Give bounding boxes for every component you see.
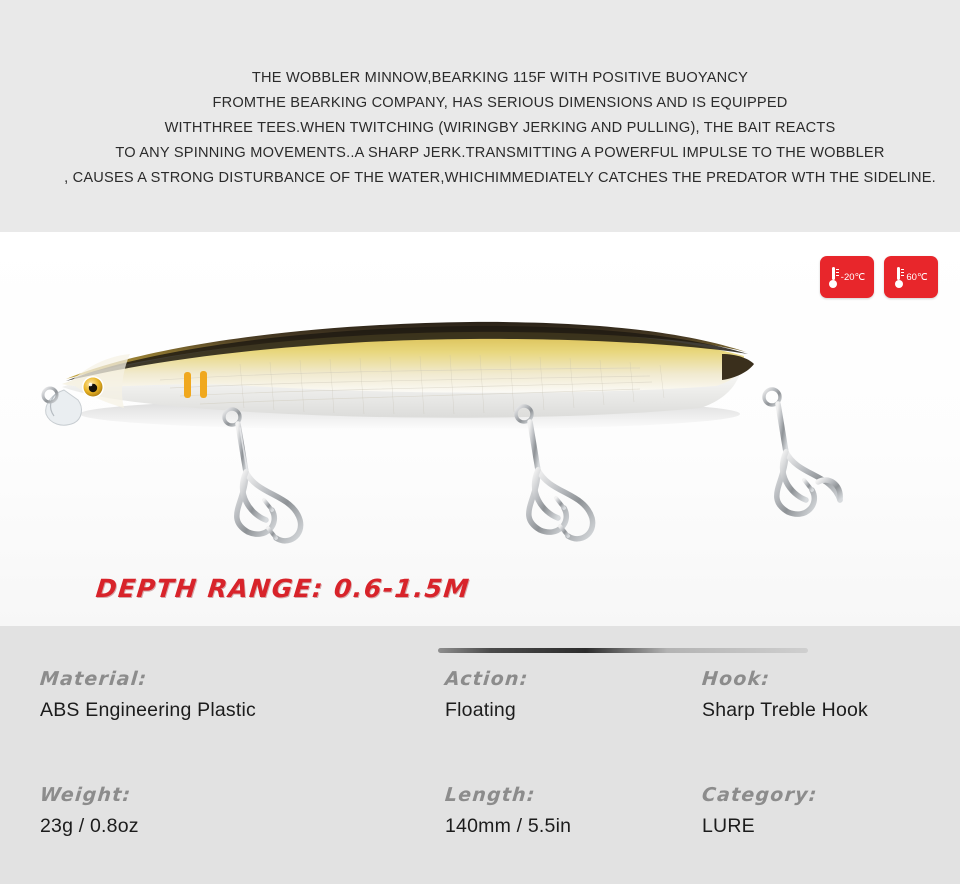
spec-length-label: Length: — [444, 784, 537, 806]
spec-hook-label: Hook: — [701, 668, 772, 690]
spec-weight-label: Weight: — [39, 784, 133, 806]
spec-length-value: 140mm / 5.5in — [445, 815, 572, 837]
spec-material-value: ABS Engineering Plastic — [40, 699, 256, 721]
spec-action-label: Action: — [444, 668, 530, 690]
spec-category — [702, 784, 818, 838]
description-line-1: THE WOBBLER MINNOW,BEARKING 115F WITH POSITIVE BUOYANCY — [251, 70, 749, 86]
description-line-4: TO ANY SPINNING MOVEMENTS..A SHARP JERK.TRANSMITTING A POWERFUL IMPULSE TO THE WOBBLER — [115, 145, 885, 161]
spec-weight-value: 23g / 0.8oz — [40, 815, 139, 837]
depth-range-label: DEPTH RANGE: 0.6-1.5M — [94, 574, 472, 603]
spec-category-value: LURE — [702, 815, 755, 837]
description-panel — [0, 0, 960, 232]
spec-weight — [40, 784, 139, 838]
hot-temperature-label: 60℃ — [906, 271, 928, 283]
specifications-grid — [0, 626, 960, 884]
spec-length — [445, 784, 571, 838]
description-text — [60, 66, 940, 191]
description-line-3: WITHTHREE TEES.WHEN TWITCHING (WIRINGBY JERKING AND PULLING), THE BAIT REACTS — [164, 120, 836, 136]
spec-hook — [702, 668, 868, 722]
lure-illustration — [0, 232, 960, 626]
spec-hook-value: Sharp Treble Hook — [702, 699, 868, 721]
spec-action — [445, 668, 529, 722]
cold-temperature-label: -20℃ — [840, 271, 866, 283]
product-image-panel — [0, 232, 960, 626]
spec-material-label: Material: — [39, 668, 149, 690]
description-line-2: FROMTHE BEARKING COMPANY, HAS SERIOUS DIMENSIONS AND IS EQUIPPED — [212, 95, 788, 111]
spec-action-value: Floating — [445, 699, 516, 721]
specifications-panel — [0, 626, 960, 884]
spec-material — [40, 668, 256, 722]
lure-svg — [0, 232, 960, 626]
description-line-5: , CAUSES A STRONG DISTURBANCE OF THE WATER,WHICHIMMEDIATELY CATCHES THE PREDATOR WTH THE SIDELINE. — [64, 170, 936, 186]
spec-category-label: Category: — [701, 784, 819, 806]
